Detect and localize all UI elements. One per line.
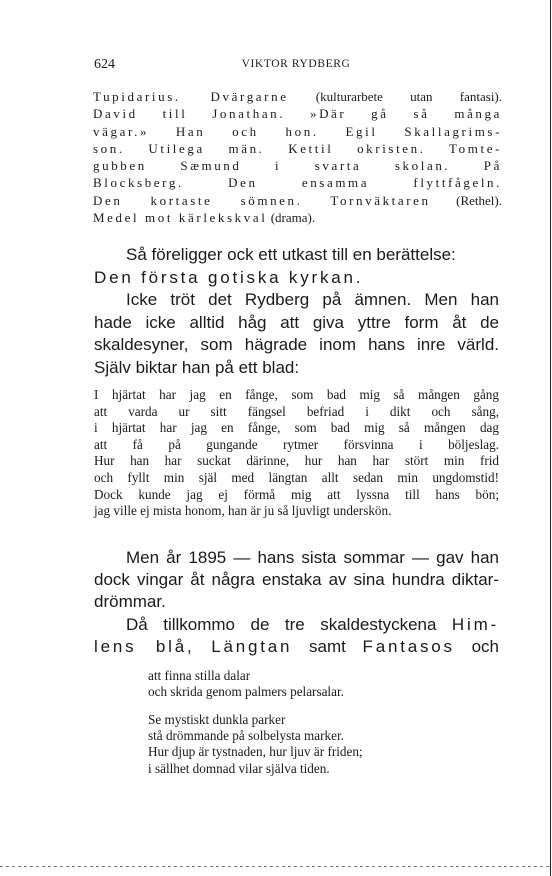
spaced-text: vägar.» Han och hon. Egil Skallagrims-: [93, 123, 502, 139]
spaced-text: Den första gotiska kyrkan.: [94, 267, 364, 287]
spaced-text: Längtan: [211, 636, 293, 656]
poem-quote: [94, 387, 499, 520]
text-line: att få på gungande rytmer försvinna i böljeslag.: [94, 436, 499, 452]
text-line: [94, 569, 499, 591]
text-line: [94, 547, 499, 569]
running-head: VIKTOR RYDBERG: [241, 58, 351, 70]
verse-stanza-1: [148, 668, 478, 700]
text-line: [94, 267, 499, 290]
text-line: i hjärtat har jag en fånge, som bad mig så mången dag: [94, 420, 499, 436]
verse-stanza-2: [148, 712, 478, 777]
text-run: dock vingar åt några enstaka av sina hundra diktar-: [94, 570, 499, 590]
text-run: och: [454, 636, 499, 656]
text-run: Icke tröt det Rydberg på ämnen. Men han: [126, 290, 499, 309]
text-line: [94, 312, 499, 335]
text-line: i sällhet domnad vilar själva tiden.: [148, 760, 330, 776]
spaced-text: Him-: [451, 614, 499, 634]
text-line: [93, 192, 502, 209]
page-number: 624: [94, 57, 115, 72]
page-header: [94, 57, 498, 77]
text-line: [93, 174, 502, 191]
text-line: [94, 334, 499, 357]
text-run: drömmar.: [94, 592, 166, 612]
spaced-text: gubben Sæmund i svarta skolan. På: [93, 158, 502, 174]
text-run: Själv biktar han på ett blad:: [94, 357, 300, 377]
text-line: [94, 591, 499, 613]
text-line: Se mystiskt dunkla parker: [148, 712, 286, 727]
page-edge: [550, 0, 551, 876]
spaced-text: Den kortaste sömnen. Tornväktaren: [93, 192, 431, 208]
text-line: [93, 140, 502, 157]
body-paragraph-2: [94, 547, 499, 658]
text-run: Då tillkommo de tre skaldestyckena: [126, 614, 452, 634]
spaced-text: Tupidarius. Dvärgarne: [93, 89, 289, 104]
text-run: [195, 637, 212, 656]
text-line: Dock kunde jag ej förmå mig att lyssna till hans bön;: [94, 486, 499, 502]
text-line: I hjärtat har jag en fånge, som bad mig så mången gång: [94, 387, 499, 402]
text-run: hade icke alltid håg att giva yttre form åt de: [94, 312, 499, 332]
spaced-text: Medel mot kärlekskval: [93, 210, 268, 226]
text-line: [93, 88, 502, 105]
text-run: Men år 1895 — hans sista sommar — gav han: [126, 548, 499, 567]
text-line: och skrida genom palmers pelarsalar.: [148, 684, 344, 700]
text-run: samt: [292, 636, 363, 656]
text-run: (Rethel).: [430, 192, 502, 208]
spaced-text: David till Jonathan. »Där gå så många: [93, 106, 502, 122]
text-line: Hur djup är tystnaden, hur ljuv är friden;: [148, 744, 363, 760]
spaced-text: son. Utilega män. Kettil okristen. Tomte-: [93, 140, 502, 156]
text-line: att varda ur sitt fängsel befriad i dikt och sång,: [94, 403, 499, 419]
text-line: [94, 289, 499, 312]
text-run: Så föreligger ock ett utkast till en berättelse:: [126, 245, 456, 264]
text-line: och fyllt min själ med längtan allt sedan min ungdomstid!: [94, 469, 499, 485]
text-line: [94, 244, 499, 267]
text-run: (drama).: [267, 210, 316, 226]
text-line: att finna stilla dalar: [148, 668, 251, 683]
spaced-text: Blocksberg. Den ensamma flyttfågeln.: [93, 175, 502, 191]
spaced-text: Fantasos: [362, 636, 455, 656]
works-list-paragraph: [93, 88, 502, 226]
spaced-text: lens blå,: [94, 636, 195, 656]
text-line: jag ville ej mista honom, han är ju så ljuvligt underskön.: [94, 503, 392, 519]
body-paragraph: [94, 244, 499, 379]
text-line: stå drömmande på solbelysta marker.: [148, 728, 344, 744]
text-run: (kulturarbete utan fantasi).: [288, 89, 503, 104]
text-line: [94, 636, 499, 658]
text-line: Hur han har suckat därinne, hur han har stört min frid: [94, 453, 499, 469]
text-line: [93, 157, 502, 174]
text-line: [93, 105, 502, 122]
scan-edge-rule: [0, 866, 552, 867]
text-run: skaldesyner, som hägrade inom hans inre värld.: [94, 335, 499, 354]
text-line: [94, 357, 499, 380]
text-line: [93, 209, 502, 226]
text-line: [93, 123, 502, 140]
text-line: [94, 614, 499, 636]
